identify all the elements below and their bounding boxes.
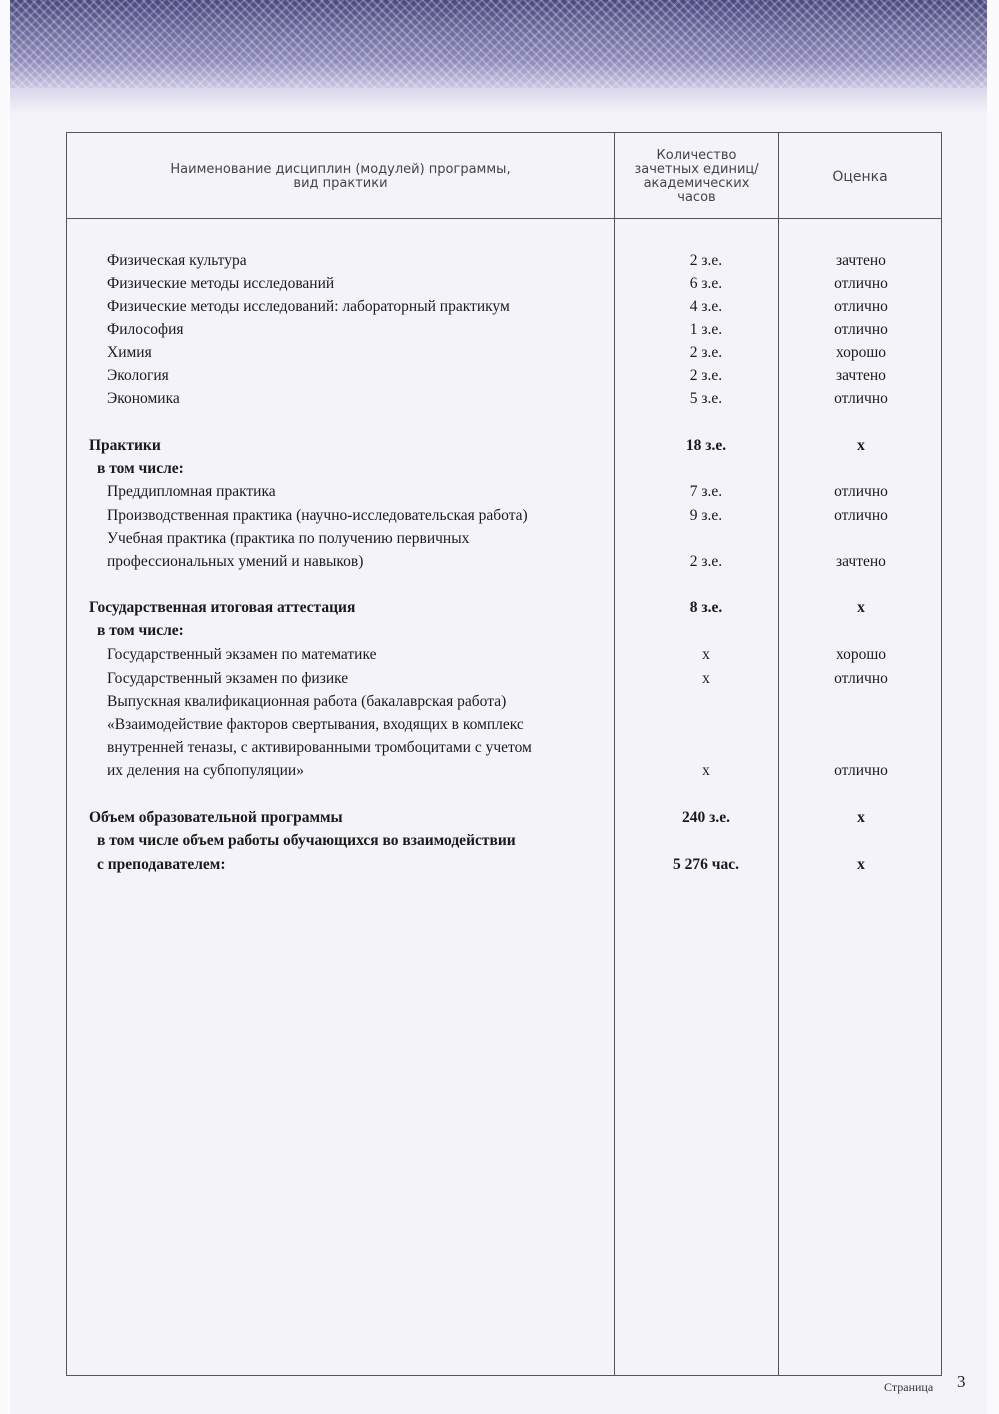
table-row (0, 298, 999, 321)
discipline-name: в том числе: (97, 622, 184, 639)
credits-value: 2 з.е. (689, 367, 723, 384)
table-row (0, 599, 999, 622)
table-row (0, 483, 999, 506)
discipline-name: их деления на субпопуляции» (107, 762, 304, 779)
table-row (0, 321, 999, 344)
grade-value: отлично (834, 670, 888, 687)
credits-value: х (702, 646, 710, 663)
table-row (0, 437, 999, 460)
credits-value: 7 з.е. (689, 483, 723, 500)
credits-value: 6 з.е. (689, 275, 723, 292)
table-row (0, 739, 999, 762)
table-row (0, 809, 999, 832)
grade-value: зачтено (836, 553, 886, 570)
discipline-name: с преподавателем: (97, 856, 226, 873)
discipline-name: Преддипломная практика (107, 483, 276, 500)
table-row (0, 856, 999, 879)
credits-value: 9 з.е. (689, 507, 723, 524)
grade-value: х (857, 856, 865, 873)
grade-value: отлично (834, 507, 888, 524)
table-row (0, 460, 999, 483)
security-pattern-fade (0, 88, 999, 114)
credits-value: 2 з.е. (689, 252, 723, 269)
security-pattern-band (0, 0, 999, 88)
table-row (0, 367, 999, 390)
table-row (0, 646, 999, 669)
grade-value: отлично (834, 483, 888, 500)
table-row (0, 762, 999, 785)
discipline-name: Учебная практика (практика по получению первичных (107, 530, 470, 547)
discipline-name: Производственная практика (научно-исследовательская работа) (107, 507, 528, 524)
grade-value: хорошо (835, 344, 887, 361)
header-grade: Оценка (832, 169, 888, 185)
discipline-name: Физические методы исследований (107, 275, 335, 292)
discipline-name: профессиональных умений и навыков) (107, 553, 364, 570)
table-row (0, 832, 999, 855)
grade-value: х (857, 599, 865, 616)
grade-value: зачтено (836, 252, 886, 269)
discipline-name: Физические методы исследований: лабораторный практикум (107, 298, 510, 315)
discipline-name: Выпускная квалификационная работа (бакалаврская работа) (107, 693, 507, 710)
header-divider (66, 218, 942, 219)
grade-value: х (857, 809, 865, 826)
grade-value: хорошо (835, 646, 887, 663)
credits-value: 240 з.е. (682, 809, 730, 826)
discipline-name: в том числе объем работы обучающихся во взаимодействии (97, 832, 516, 849)
discipline-name: Практики (89, 437, 161, 454)
table-row (0, 252, 999, 275)
credits-value: 5 з.е. (689, 390, 723, 407)
table-row (0, 275, 999, 298)
page-number: 3 (957, 1372, 966, 1391)
grade-value: отлично (834, 275, 888, 292)
table-row (0, 390, 999, 413)
discipline-name: Государственный экзамен по математике (107, 646, 377, 663)
discipline-name: Экология (107, 367, 169, 384)
credits-value: х (702, 670, 710, 687)
discipline-name: Государственный экзамен по физике (107, 670, 349, 687)
credits-value: 2 з.е. (689, 344, 723, 361)
table-row (0, 622, 999, 645)
discipline-name: Философия (107, 321, 184, 338)
discipline-name: Объем образовательной программы (89, 809, 343, 826)
discipline-name: Экономика (107, 390, 180, 407)
table-row (0, 670, 999, 693)
header-discipline: Наименование дисциплин (модулей) программы, вид практики (170, 162, 511, 191)
discipline-name: внутренней теназы, с активированными тромбоцитами с учетом (107, 739, 532, 756)
page-label: Страница (884, 1380, 934, 1394)
discipline-name: Химия (107, 344, 152, 361)
grade-value: отлично (834, 321, 888, 338)
discipline-name: Государственная итоговая аттестация (89, 599, 356, 616)
credits-value: 2 з.е. (689, 553, 723, 570)
discipline-name: «Взаимодействие факторов свертывания, входящих в комплекс (107, 716, 524, 733)
table-row (0, 553, 999, 576)
credits-value: 4 з.е. (689, 298, 723, 315)
table-row (0, 693, 999, 716)
credits-value: 8 з.е. (689, 599, 723, 616)
table-row (0, 507, 999, 530)
grade-value: зачтено (836, 367, 886, 384)
discipline-name: в том числе: (97, 460, 184, 477)
credits-value: 18 з.е. (685, 437, 727, 454)
table-row (0, 716, 999, 739)
credits-value: х (702, 762, 710, 779)
table-row (0, 530, 999, 553)
table-row (0, 344, 999, 367)
grade-value: отлично (834, 390, 888, 407)
grade-value: отлично (834, 298, 888, 315)
grade-value: х (857, 437, 865, 454)
header-credits: Количество зачетных единиц/ академических часов (634, 148, 759, 205)
discipline-name: Физическая культура (107, 252, 247, 269)
credits-value: 5 276 час. (673, 856, 739, 873)
grade-value: отлично (834, 762, 888, 779)
credits-value: 1 з.е. (689, 321, 723, 338)
